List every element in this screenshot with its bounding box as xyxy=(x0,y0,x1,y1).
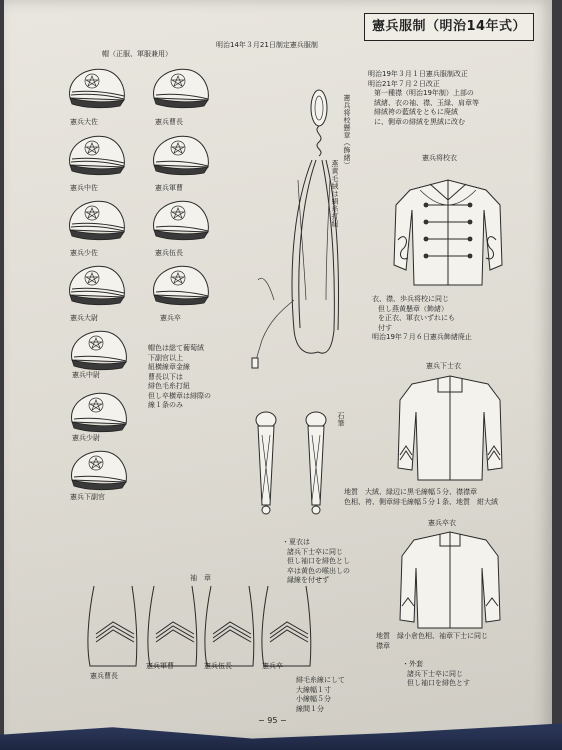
summer-note: ・夏衣は 諸兵下士卒に同じ 但し袖口を緋色とし 卒は黄色の喉出しの 縁線を付せず xyxy=(282,538,350,584)
cap-label: 憲兵伍長 xyxy=(155,249,183,257)
page-title: 憲兵服制（明治14年式） xyxy=(364,13,534,41)
nco-coat-title: 憲兵下士衣 xyxy=(426,362,461,370)
officer-coat-note: 衣、襟、歩兵将校に同じ 但し燕黄懸章（飾緒） を正衣、軍衣いずれにも 付す 明治19年７月６日憲兵飾緒廃止 xyxy=(372,295,472,341)
sleeve-label: 憲兵曹長 xyxy=(90,672,118,680)
page-number: − 95 − xyxy=(258,716,287,725)
cap-label: 憲兵大尉 xyxy=(70,314,98,322)
private-coat-title: 憲兵卒衣 xyxy=(428,519,456,527)
officer-coat-title: 憲兵将校衣 xyxy=(422,154,457,162)
aiguillette-desc: 燕黄毛絨は絹糸打紐 xyxy=(331,160,339,228)
regulation-date: 明治14年３月21日制定憲兵服制 xyxy=(216,41,318,49)
cap-label: 憲兵少尉 xyxy=(72,434,100,442)
cap-note: 帽色は総て葡萄絨 下副官以上 紐横線章金線 曹長以下は 緋色毛糸打紐 但し卒横章は緋際の 線１条のみ xyxy=(148,344,211,409)
cap-label: 憲兵少佐 xyxy=(70,249,98,257)
sleeve-label: 憲兵伍長 xyxy=(204,662,232,670)
sleeve-label: 憲兵卒 xyxy=(262,662,283,670)
revision-note: 明治19年３月１日憲兵服制改正 明治21年７月２日改正 第一種襟（明治19年制）上部の 絨緒、衣の袖、襟、玉緑、肩章等 緋絨袴の藍絨をともに廃絨 に、側章の緋絨を黒絨に改む xyxy=(368,70,479,126)
overcoat-note: ・外套 諸兵下士卒に同じ 但し袖口を緋色とす xyxy=(402,660,470,687)
nco-coat-note: 地質 大絨、緑辺に黒毛線幅５分、襟襟章 色相、袴、側章緋毛線幅５分１条、地質 紺大絨 xyxy=(344,488,498,506)
cap-label: 憲兵中佐 xyxy=(70,184,98,192)
sleeve-heading: 袖 章 xyxy=(190,574,211,582)
sleeve-note: 緋毛糸線にして 大線幅１寸 小線幅５分 線間１分 xyxy=(296,676,345,713)
cap-label: 憲兵卒 xyxy=(160,314,181,322)
cap-label: 憲兵大佐 xyxy=(70,118,98,126)
cap-label: 憲兵中尉 xyxy=(72,371,100,379)
cap-label: 憲兵曹長 xyxy=(155,118,183,126)
sleeve-label: 憲兵軍曹 xyxy=(146,662,174,670)
aiguillette-label: 憲兵将校懸章（飾緒） xyxy=(343,94,351,169)
cap-label: 憲兵下副官 xyxy=(70,493,105,501)
caps-heading: 帽（正服、軍服兼用） xyxy=(102,50,172,58)
cap-label: 憲兵軍曹 xyxy=(155,184,183,192)
pencil-label: 石筆 xyxy=(337,412,345,427)
private-coat-note: 地質 緑小倉色相、袖章下士に同じ 襟章 xyxy=(376,632,488,650)
